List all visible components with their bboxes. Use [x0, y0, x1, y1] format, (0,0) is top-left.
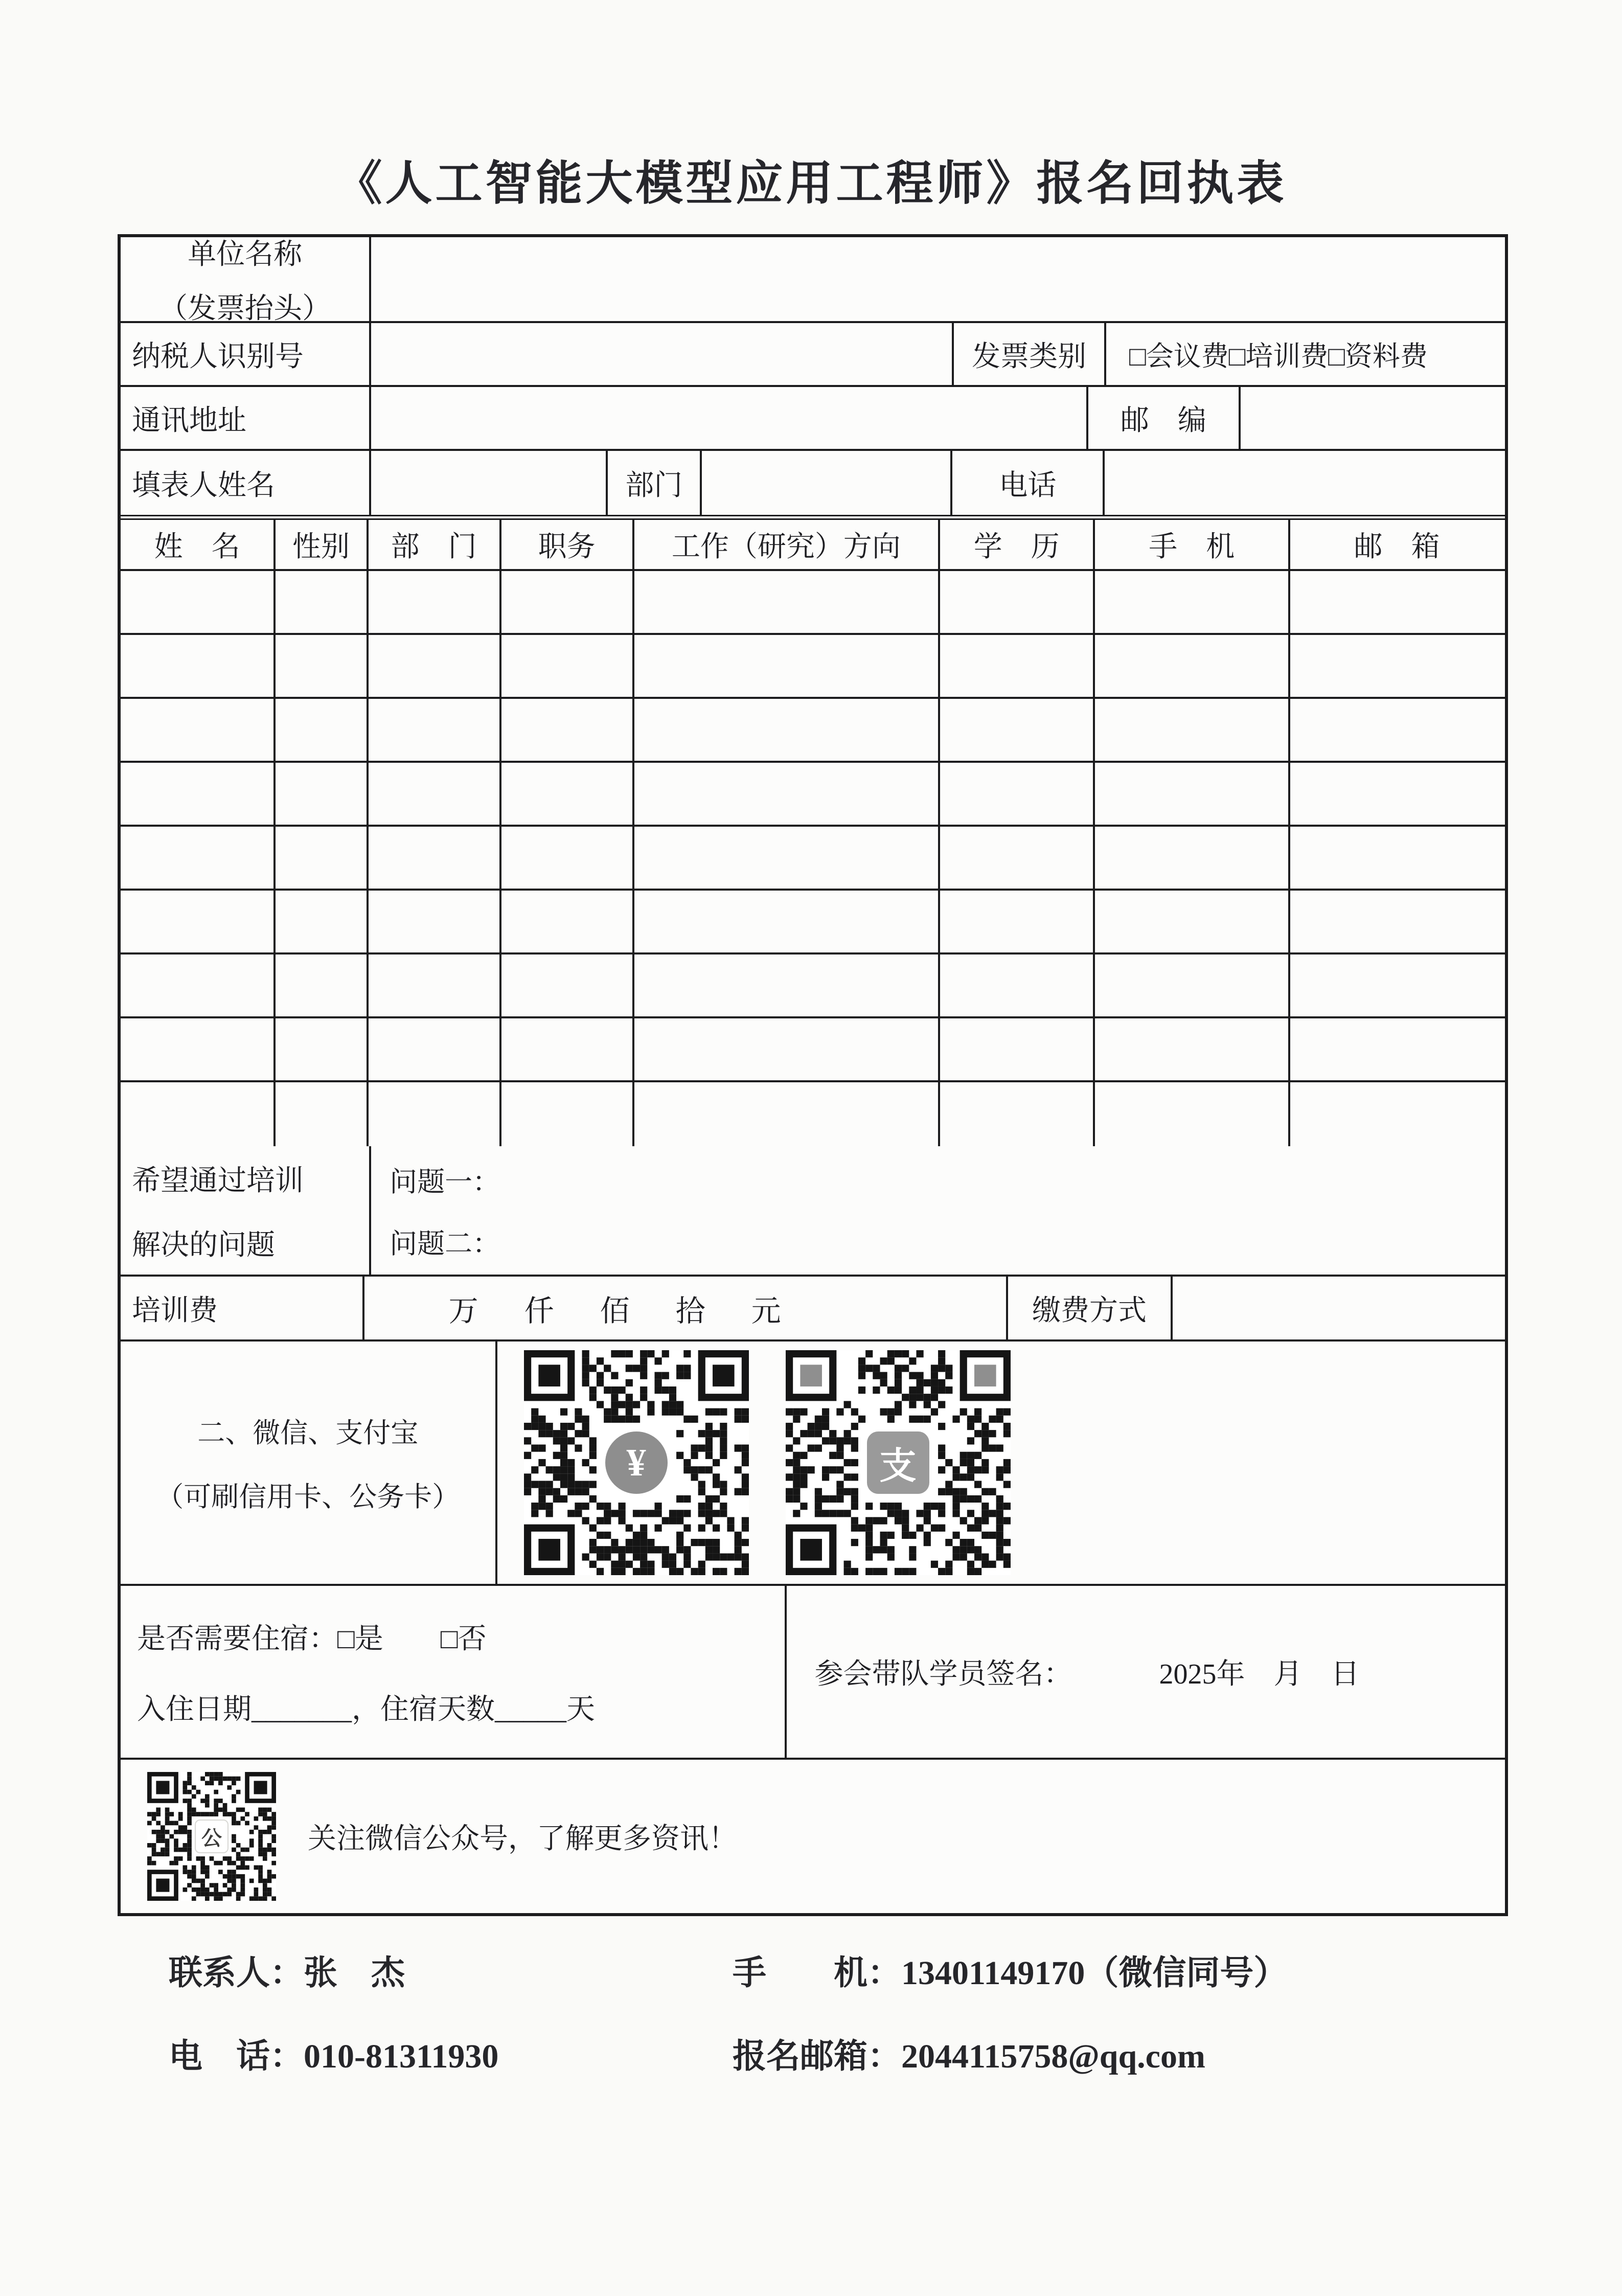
- footer-line-2: [169, 2029, 1508, 2077]
- filler-dept-input-cell[interactable]: [702, 451, 952, 515]
- registration-form-table: [118, 234, 1508, 1916]
- member-row-6-cell-4[interactable]: [634, 954, 940, 1016]
- member-row-0-cell-5[interactable]: [940, 571, 1095, 633]
- member-row-0-cell-3[interactable]: [501, 571, 634, 633]
- taxpayer-id-input-cell[interactable]: [371, 323, 954, 385]
- alipay-qr-code: [786, 1350, 1011, 1575]
- member-row-2-cell-4[interactable]: [634, 699, 940, 761]
- member-row-2-cell-5[interactable]: [940, 699, 1095, 761]
- address-input-cell[interactable]: [371, 387, 1088, 449]
- address-label: 通讯地址: [121, 387, 371, 449]
- question2-label: 问题二：: [390, 1228, 500, 1259]
- member-row-3-cell-5[interactable]: [940, 763, 1095, 825]
- unit-name-label-line2: （发票抬头）: [159, 293, 331, 321]
- member-col-header-7: 邮 箱: [1354, 531, 1440, 563]
- member-row: [121, 571, 1505, 635]
- training-needs-label-line2: 解决的问题: [132, 1229, 275, 1261]
- member-row-2-cell-2[interactable]: [369, 699, 501, 761]
- wechat-pay-qr-code: [524, 1350, 749, 1575]
- member-col-header-1: 性别: [276, 520, 368, 569]
- row-accommodation: [121, 1586, 1505, 1760]
- member-row-3-cell-1[interactable]: [276, 763, 368, 825]
- member-row-8-cell-5[interactable]: [940, 1082, 1095, 1146]
- row-address: [121, 387, 1505, 451]
- member-table-body: [121, 571, 1505, 1146]
- member-table-header-row: [121, 520, 1505, 571]
- member-row-7-cell-2[interactable]: [369, 1018, 501, 1080]
- member-col-header-4: 工作（研究）方向: [634, 520, 940, 569]
- member-row: [121, 827, 1505, 891]
- payment-label-line1: 二、微信、支付宝: [197, 1418, 419, 1448]
- member-row-6-cell-5[interactable]: [940, 954, 1095, 1016]
- member-row-5-cell-7[interactable]: [1290, 891, 1503, 952]
- member-row-1-cell-0[interactable]: [121, 635, 276, 697]
- filler-phone-input-cell[interactable]: [1105, 451, 1505, 515]
- member-row-4-cell-7[interactable]: [1290, 827, 1503, 889]
- member-row-4-cell-4[interactable]: [634, 827, 940, 889]
- member-row-6-cell-3[interactable]: [501, 954, 634, 1016]
- member-row-7-cell-3[interactable]: [501, 1018, 634, 1080]
- checkin-line[interactable]: 入住日期_______，住宿天数_____天: [137, 1694, 595, 1726]
- member-row-6-cell-7[interactable]: [1290, 954, 1503, 1016]
- invoice-type-options[interactable]: □会议费□培训费□资料费: [1129, 341, 1428, 372]
- alipay-zhi-icon: 支: [867, 1431, 929, 1494]
- member-row-8-cell-2[interactable]: [369, 1082, 501, 1146]
- member-row: [121, 891, 1505, 954]
- member-row-1-cell-2[interactable]: [369, 635, 501, 697]
- member-col-header-6: 手 机: [1095, 520, 1290, 569]
- member-row-2-cell-3[interactable]: [501, 699, 634, 761]
- footer-contacts: [169, 1945, 1508, 2112]
- member-row: [121, 763, 1505, 827]
- row-wechat-follow: [121, 1760, 1505, 1913]
- member-row-1-cell-5[interactable]: [940, 635, 1095, 697]
- member-row-5-cell-6[interactable]: [1095, 891, 1290, 952]
- row-unit-name: [121, 237, 1505, 323]
- payment-method-label: 缴费方式: [1008, 1277, 1173, 1339]
- member-row-5-cell-0[interactable]: [121, 891, 276, 952]
- member-row-8-cell-7[interactable]: [1290, 1082, 1503, 1146]
- member-row-2-cell-7[interactable]: [1290, 699, 1503, 761]
- member-row-0-cell-6[interactable]: [1095, 571, 1290, 633]
- unit-name-label-cell: [121, 237, 371, 321]
- member-row-7-cell-7[interactable]: [1290, 1018, 1503, 1080]
- payment-label-line2: （可刷信用卡、公务卡）: [156, 1482, 460, 1512]
- member-row-4-cell-5[interactable]: [940, 827, 1095, 889]
- member-row: [121, 1082, 1505, 1146]
- member-row-5-cell-2[interactable]: [369, 891, 501, 952]
- member-row-4-cell-0[interactable]: [121, 827, 276, 889]
- filler-name-input-cell[interactable]: [371, 451, 608, 515]
- member-row-7-cell-0[interactable]: [121, 1018, 276, 1080]
- member-col-header-2: 部 门: [369, 520, 501, 569]
- row-filler: [121, 451, 1505, 520]
- signature-cell[interactable]: [787, 1586, 1505, 1758]
- official-account-logo-icon: 公: [195, 1820, 229, 1853]
- member-row: [121, 699, 1505, 763]
- member-row-5-cell-1[interactable]: [276, 891, 368, 952]
- footer-line-1: [169, 1945, 1508, 1994]
- member-row-3-cell-6[interactable]: [1095, 763, 1290, 825]
- member-row-3-cell-4[interactable]: [634, 763, 940, 825]
- need-lodging-line[interactable]: 是否需要住宿：□是 □否: [137, 1623, 487, 1655]
- member-row-3-cell-0[interactable]: [121, 763, 276, 825]
- member-row-1-cell-3[interactable]: [501, 635, 634, 697]
- member-row-2-cell-0[interactable]: [121, 699, 276, 761]
- member-row-3-cell-3[interactable]: [501, 763, 634, 825]
- member-row-2-cell-1[interactable]: [276, 699, 368, 761]
- filler-name-label: 填表人姓名: [121, 451, 371, 515]
- member-row: [121, 635, 1505, 699]
- fee-amount-cell[interactable]: 万 仟 佰 拾 元: [364, 1277, 1008, 1339]
- row-taxpayer: [121, 323, 1505, 387]
- question1-label: 问题一：: [390, 1166, 500, 1197]
- member-row-5-cell-4[interactable]: [634, 891, 940, 952]
- unit-name-label-line1: 单位名称: [188, 239, 303, 270]
- member-row-7-cell-5[interactable]: [940, 1018, 1095, 1080]
- filler-dept-label: 部门: [608, 451, 702, 515]
- signature-label: 参会带队学员签名：: [814, 1658, 1072, 1690]
- postcode-label: 邮 编: [1088, 387, 1241, 449]
- member-row-8-cell-6[interactable]: [1095, 1082, 1290, 1146]
- member-row-4-cell-2[interactable]: [369, 827, 501, 889]
- member-row: [121, 1018, 1505, 1082]
- wechat-pay-yen-icon: ¥: [605, 1431, 668, 1494]
- member-row-7-cell-6[interactable]: [1095, 1018, 1290, 1080]
- training-needs-label-cell: [121, 1146, 371, 1275]
- member-row-1-cell-6[interactable]: [1095, 635, 1290, 697]
- page-title: 《人工智能大模型应用工程师》报名回执表: [335, 157, 1287, 210]
- contact-person: 联系人：张 杰: [169, 1954, 405, 1992]
- member-row-1-cell-4[interactable]: [634, 635, 940, 697]
- member-row-0-cell-4[interactable]: [634, 571, 940, 633]
- member-row-0-cell-2[interactable]: [369, 571, 501, 633]
- contact-email: 报名邮箱：2044115758@qq.com: [733, 2038, 1205, 2075]
- member-row-0-cell-7[interactable]: [1290, 571, 1503, 633]
- payment-method-input-cell[interactable]: [1173, 1277, 1505, 1339]
- training-needs-input-cell[interactable]: [371, 1146, 1505, 1275]
- signature-date: 2025年 月 日: [1159, 1658, 1360, 1690]
- member-col-header-0: 姓 名: [121, 520, 276, 569]
- official-account-qr-code: [147, 1772, 276, 1901]
- member-row-3-cell-2[interactable]: [369, 763, 501, 825]
- member-row-8-cell-4[interactable]: [634, 1082, 940, 1146]
- filler-phone-label: 电话: [952, 451, 1105, 515]
- postcode-input-cell[interactable]: [1241, 387, 1505, 449]
- member-col-header-5: 学 历: [940, 520, 1095, 569]
- member-row-5-cell-3[interactable]: [501, 891, 634, 952]
- member-row-6-cell-1[interactable]: [276, 954, 368, 1016]
- member-row-8-cell-0[interactable]: [121, 1082, 276, 1146]
- wechat-follow-text: 关注微信公众号，了解更多资讯！: [308, 1823, 737, 1855]
- payment-label-cell: [121, 1342, 497, 1584]
- row-fee: [121, 1277, 1505, 1342]
- training-needs-label-line1: 希望通过培训: [132, 1165, 304, 1197]
- member-row-1-cell-1[interactable]: [276, 635, 368, 697]
- member-row-5-cell-5[interactable]: [940, 891, 1095, 952]
- contact-mobile: 手 机：13401149170（微信同号）: [733, 1954, 1288, 1992]
- invoice-type-label: 发票类别: [954, 323, 1106, 385]
- member-row-0-cell-0[interactable]: [121, 571, 276, 633]
- member-row-6-cell-6[interactable]: [1095, 954, 1290, 1016]
- member-row-6-cell-2[interactable]: [369, 954, 501, 1016]
- member-row-7-cell-4[interactable]: [634, 1018, 940, 1080]
- member-row-4-cell-3[interactable]: [501, 827, 634, 889]
- member-row-7-cell-1[interactable]: [276, 1018, 368, 1080]
- payment-qr-cell: [497, 1342, 1505, 1584]
- taxpayer-id-label: 纳税人识别号: [121, 323, 371, 385]
- wechat-follow-cell: [134, 1760, 1505, 1913]
- member-col-header-3: 职务: [501, 520, 634, 569]
- member-row-2-cell-6[interactable]: [1095, 699, 1290, 761]
- member-row: [121, 954, 1505, 1018]
- member-row-1-cell-7[interactable]: [1290, 635, 1503, 697]
- member-row-4-cell-1[interactable]: [276, 827, 368, 889]
- accommodation-cell[interactable]: [121, 1586, 787, 1758]
- member-row-8-cell-1[interactable]: [276, 1082, 368, 1146]
- contact-telephone: 电 话：010-81311930: [169, 2038, 499, 2075]
- row-training-needs: [121, 1146, 1505, 1277]
- member-row-8-cell-3[interactable]: [501, 1082, 634, 1146]
- fee-label: 培训费: [121, 1277, 364, 1339]
- unit-name-input-cell[interactable]: [371, 237, 1505, 321]
- member-row-6-cell-0[interactable]: [121, 954, 276, 1016]
- member-row-3-cell-7[interactable]: [1290, 763, 1503, 825]
- member-row-4-cell-6[interactable]: [1095, 827, 1290, 889]
- member-row-0-cell-1[interactable]: [276, 571, 368, 633]
- row-payment: [121, 1342, 1505, 1586]
